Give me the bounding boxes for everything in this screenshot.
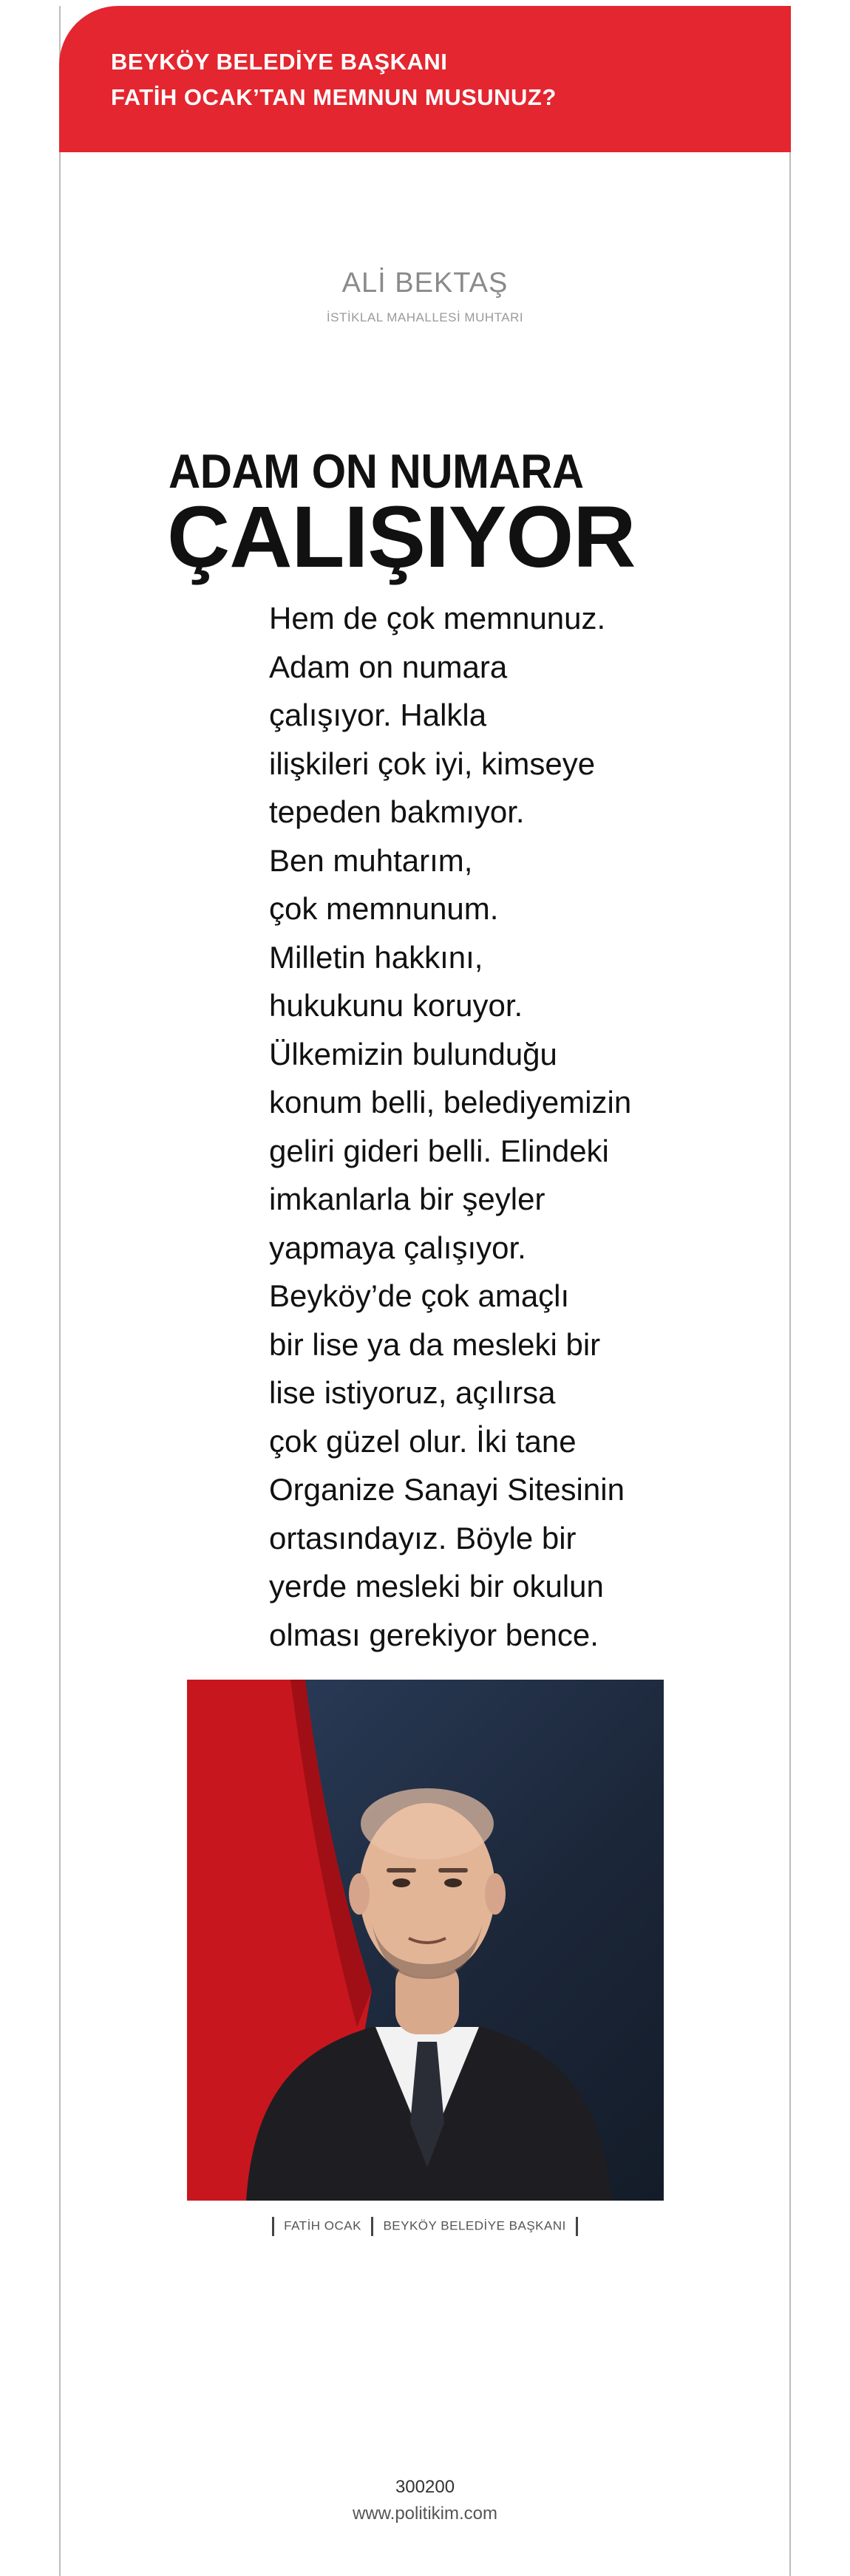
body-line: Beyköy’de çok amaçlı [269, 1278, 570, 1313]
left-brow [387, 1868, 416, 1873]
body-line: yerde mesleki bir okulun [269, 1569, 604, 1604]
headline-big: ÇALIŞIYOR [167, 488, 636, 586]
body-line: ilişkileri çok iyi, kimseye [269, 746, 596, 781]
body-line: geliri gideri belli. Elindeki [269, 1133, 609, 1168]
right-ear [485, 1873, 506, 1915]
caption-divider [576, 2217, 578, 2236]
article-body [269, 594, 683, 1659]
body-line: Milletin hakkını, [269, 939, 483, 975]
caption-divider [371, 2217, 373, 2236]
body-line: tepeden bakmıyor. [269, 794, 525, 829]
body-line: olması gerekiyor bence. [269, 1617, 599, 1652]
head-highlight [361, 1788, 494, 1859]
portrait-illustration [187, 1680, 664, 2201]
caption-title: BEYKÖY BELEDİYE BAŞKANI [383, 2218, 566, 2233]
footer-phone-number: 300200 [395, 2477, 455, 2497]
caption-name: FATİH OCAK [284, 2218, 361, 2233]
body-line: Ülkemizin bulunduğu [269, 1036, 557, 1071]
body-line: hukukunu koruyor. [269, 988, 523, 1023]
photo-caption [0, 2217, 850, 2236]
body-line: ortasındayız. Böyle bir [269, 1520, 577, 1556]
body-line: çok güzel olur. İki tane [269, 1423, 577, 1459]
header-title-line-2: FATİH OCAK’TAN MEMNUN MUSUNUZ? [111, 84, 557, 110]
body-line: konum belli, belediyemizin [269, 1085, 632, 1120]
headline-small: ADAM ON NUMARA [169, 444, 584, 498]
body-line: çalışıyor. Halkla [269, 698, 487, 732]
body-line: Organize Sanayi Sitesinin [269, 1472, 625, 1507]
right-brow [438, 1868, 468, 1873]
left-ear [349, 1873, 370, 1915]
body-line: lise istiyoruz, açılırsa [269, 1375, 556, 1410]
body-line: Adam on numara [269, 649, 508, 684]
body-line: bir lise ya da mesleki bir [269, 1326, 601, 1362]
body-line: çok memnunum. [269, 891, 499, 926]
left-eye [392, 1878, 410, 1887]
portrait-photo [187, 1680, 664, 2201]
body-line: yapmaya çalışıyor. [269, 1230, 526, 1265]
body-line: Ben muhtarım, [269, 842, 473, 878]
body-line: Hem de çok memnunuz. [269, 601, 606, 636]
footer-website-link[interactable]: www.politikim.com [352, 2504, 498, 2524]
right-eye [444, 1878, 462, 1887]
caption-divider [272, 2217, 274, 2236]
header-banner [59, 6, 791, 152]
body-line: imkanlarla bir şeyler [269, 1182, 545, 1216]
header-title-line-1: BEYKÖY BELEDİYE BAŞKANI [111, 49, 448, 75]
author-name: ALİ BEKTAŞ [341, 268, 509, 299]
author-role: İSTİKLAL MAHALLESİ MUHTARI [326, 310, 524, 324]
